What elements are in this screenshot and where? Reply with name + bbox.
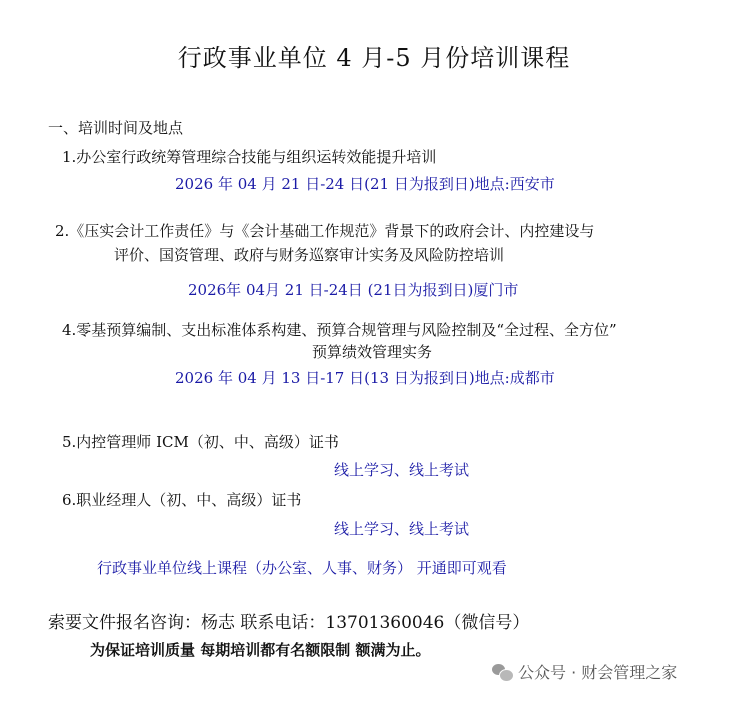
course-2-title: 2.《压实会计工作责任》与《会计基础工作规范》背景下的政府会计、内控建设与 [55,222,595,240]
course-4-title-cont: 预算绩效管理实务 [312,343,433,361]
contact-info: 索要文件报名咨询：杨志 联系电话：13701360046（微信号） [48,613,530,633]
course-5-title: 5.内控管理师 ICM（初、中、高级）证书 [62,433,339,451]
course-4-detail: 2026 年 04 月 13 日-17 日(13 日为报到日)地点:成都市 [175,369,555,387]
online-courses-note: 行政事业单位线上课程（办公室、人事、财务） 开通即可观看 [97,559,507,577]
watermark [492,660,677,683]
watermark-text: 公众号 · 财会管理之家 [518,663,678,682]
course-4-title: 4.零基预算编制、支出标准体系构建、预算合规管理与风险控制及“全过程、全方位” [62,321,617,339]
quota-note: 为保证培训质量 每期培训都有名额限制 额满为止。 [90,641,431,659]
course-6-title: 6.职业经理人（初、中、高级）证书 [62,491,302,509]
course-6-detail: 线上学习、线上考试 [334,520,470,538]
course-5-detail: 线上学习、线上考试 [334,461,470,479]
course-2-title-cont: 评价、国资管理、政府与财务巡察审计实务及风险防控培训 [114,246,505,264]
page-title: 行政事业单位 4 月-5 月份培训课程 [177,44,571,72]
course-2-detail: 2026年 04月 21 日-24日 (21日为报到日)厦门市 [188,281,519,299]
course-1-detail: 2026 年 04 月 21 日-24 日(21 日为报到日)地点:西安市 [175,175,555,193]
course-1-title: 1.办公室行政统筹管理综合技能与组织运转效能提升培训 [62,148,437,166]
section-heading: 一、培训时间及地点 [48,119,184,137]
wechat-icon [492,662,512,682]
